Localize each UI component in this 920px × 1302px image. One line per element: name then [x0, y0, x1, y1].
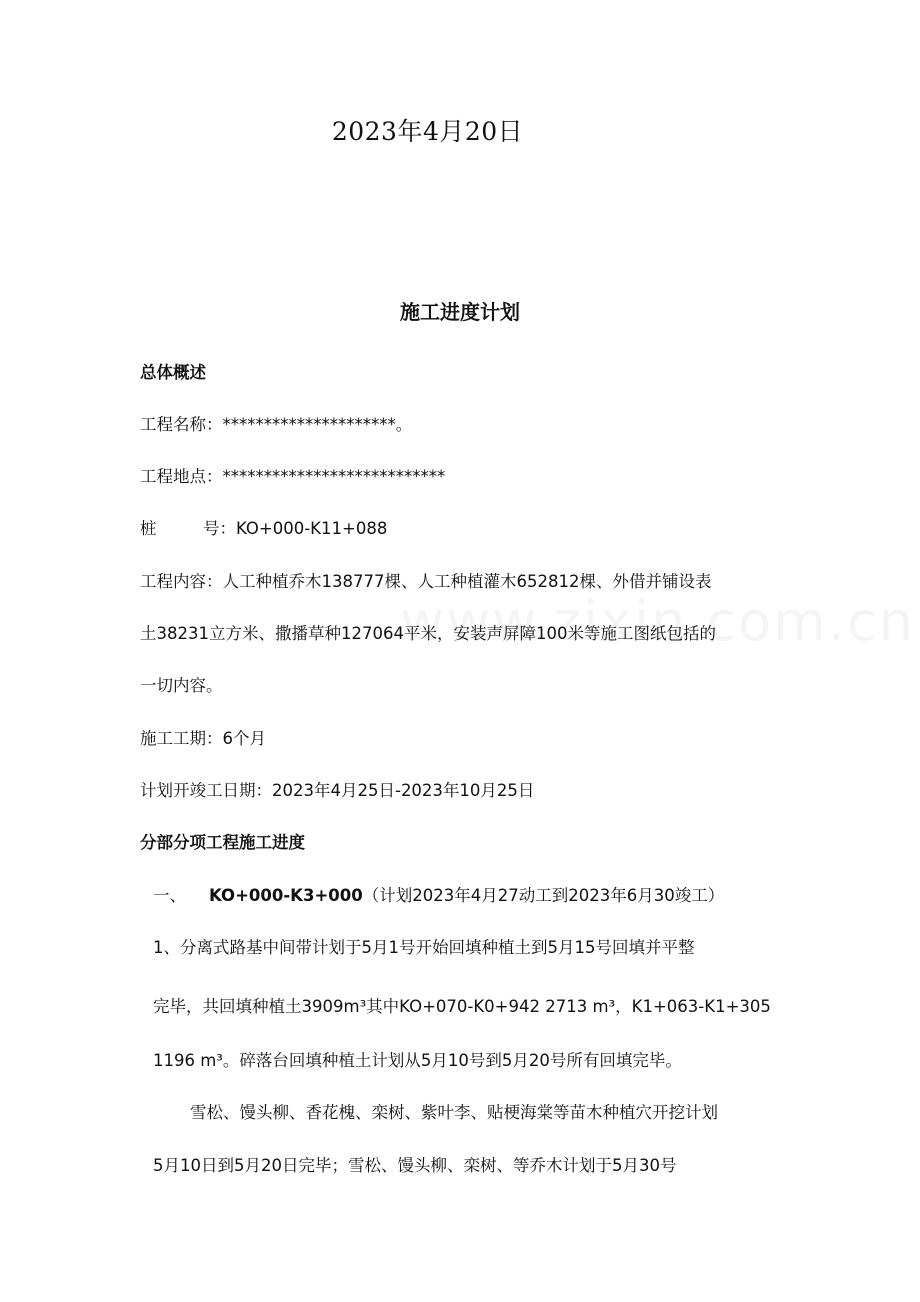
document-title: 施工进度计划: [400, 300, 520, 324]
stake-number-line: [140, 517, 790, 541]
stake-label: 桩: [140, 519, 157, 538]
section-one-range: KO+000-K3+000: [209, 886, 363, 905]
project-location-line: 工程地点：***************************: [140, 467, 446, 486]
subsection-heading: 分部分项工程施工进度: [140, 833, 305, 852]
para2-line-1: 雪松、馒头柳、香花槐、栾树、紫叶李、贴梗海棠等苗木种植穴开挖计划: [190, 1103, 718, 1122]
stake-value: 号：KO+000-K11+088: [203, 519, 388, 538]
section-one-line: [153, 884, 803, 908]
item1-line-1: 1、分离式路基中间带计划于5月1号开始回填种植土到5月15号回填并平整: [153, 938, 695, 957]
project-name-line: 工程名称：*********************。: [140, 415, 413, 434]
content-line-2: 土38231立方米、撒播草种127064平米，安装声屏障100米等施工图纸包括的: [140, 624, 716, 643]
item1-line-3: 1196 m³。碎落台回填种植土计划从5月10号到5月20号所有回填完毕。: [153, 1051, 682, 1070]
para2-line-2: 5月10日到5月20日完毕；雪松、馒头柳、栾树、等乔木计划于5月30号: [153, 1156, 677, 1175]
overview-heading: 总体概述: [140, 363, 206, 382]
section-one-plan: （计划2023年4月27动工到2023年6月30竣工）: [362, 886, 725, 905]
content-line-3: 一切内容。: [140, 676, 223, 695]
schedule-dates-line: 计划开竣工日期：2023年4月25日-2023年10月25日: [140, 781, 535, 800]
item1-line-2: 完毕，共回填种植土3909m³其中KO+070-K0+942 2713 m³，K1+063-K1+305: [153, 997, 771, 1016]
duration-line: 施工工期：6个月: [140, 729, 266, 748]
section-one-number: 一、: [153, 886, 186, 905]
content-line-1: 工程内容：人工种植乔木138777棵、人工种植灌木652812棵、外借并铺设表: [140, 572, 712, 591]
date-heading: 2023年4月20日: [331, 117, 524, 146]
